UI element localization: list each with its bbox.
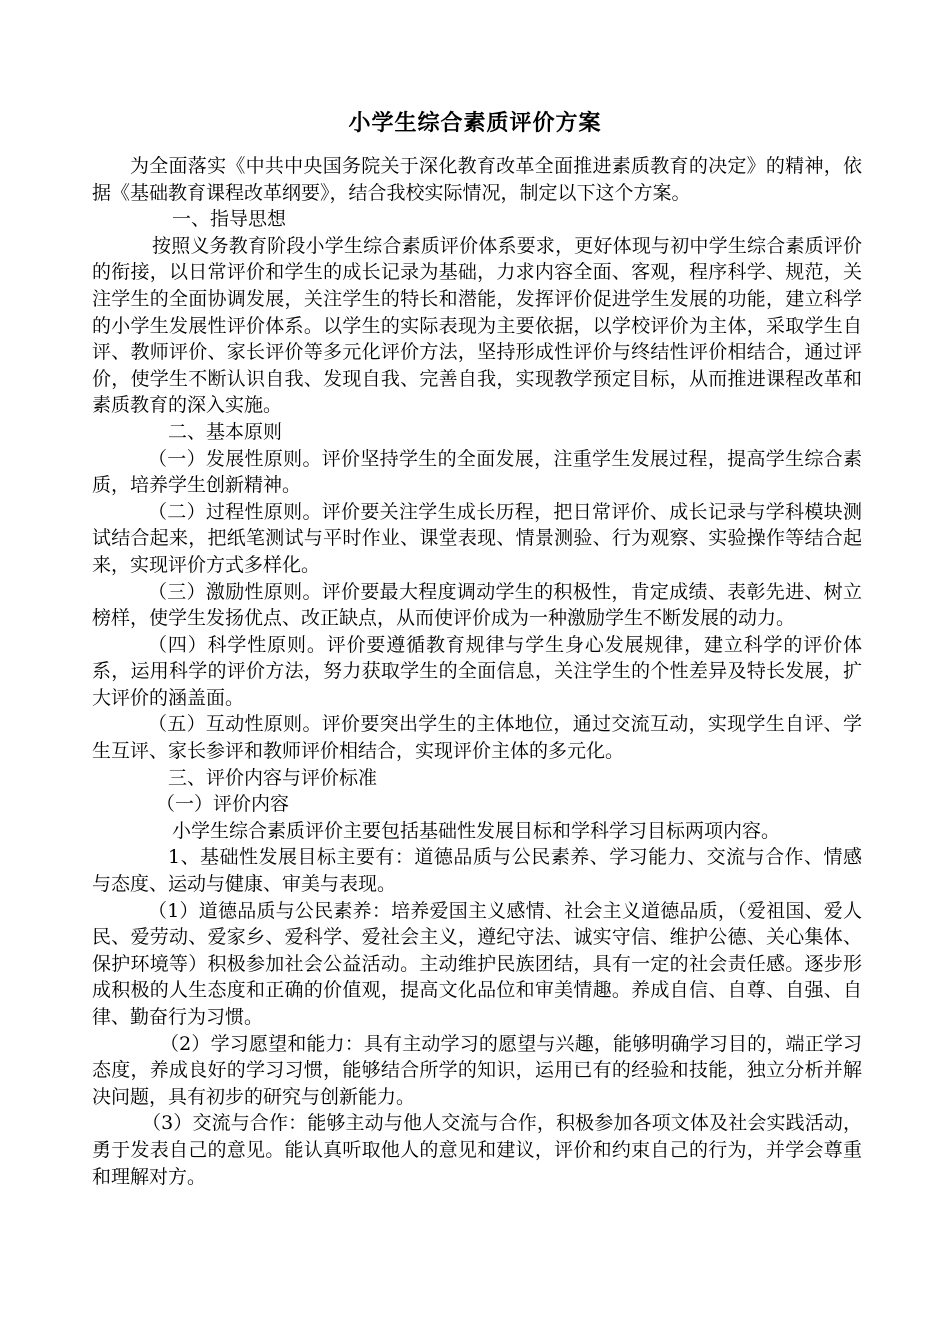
goal-item-communication: （3）交流与合作：能够主动与他人交流与合作，积极参加各项文体及社会实践活动，勇于发表自己的意见。能认真听取他人的意见和建议，评价和约束自己的行为，并学会尊重和理解对方。 [92,1112,862,1188]
principle-item: （五）互动性原则。评价要突出学生的主体地位，通过交流互动，实现学生自评、学生互评、家长参评和教师评价相结合，实现评价主体的多元化。 [92,713,862,763]
section-heading-evaluation: 三、评价内容与评价标准 [168,766,378,789]
goal-item-morality: （1）道德品质与公民素养：培养爱国主义感情、社会主义道德品质，（爱祖国、爱人民、爱劳动、爱家乡、爱科学、爱社会主义，遵纪守法、诚实守信、维护公德、关心集体、保护环境等）积极参加社会公益活动。主动维护民族团结，具有一定的社会责任感。逐步形成积极的人生态度和正确的价值观，提高文化品位和审美情趣。养成自信、自尊、自强、自律、勤奋行为习惯。 [92,899,862,1028]
document-body [92,153,862,1190]
intro-paragraph: 为全面落实《中共中央国务院关于深化教育改革全面推进素质教育的决定》的精神，依据《基础教育课程改革纲要》，结合我校实际情况，制定以下这个方案。 [92,155,862,204]
principle-item: （二）过程性原则。评价要关注学生成长历程，把日常评价、成长记录与学科模块测试结合起来，把纸笔测试与平时作业、课堂表现、情景测验、行为观察、实验操作等结合起来，实现评价方式多样化。 [92,500,862,576]
document-title: 小学生综合素质评价方案 [348,110,602,136]
principle-item: （一）发展性原则。评价坚持学生的全面发展，注重学生发展过程，提高学生综合素质，培养学生创新精神。 [92,447,862,497]
principle-item: （四）科学性原则。评价要遵循教育规律与学生身心发展规律，建立科学的评价体系，运用科学的评价方法，努力获取学生的全面信息，关注学生的个性差异及特长发展，扩大评价的涵盖面。 [92,633,862,709]
paragraph-content-summary: 小学生综合素质评价主要包括基础性发展目标和学科学习目标两项内容。 [172,819,781,842]
section-heading-guiding-ideology: 一、指导思想 [172,208,287,231]
section-heading-basic-principles: 二、基本原则 [168,420,283,443]
paragraph-guiding-ideology: 按照义务教育阶段小学生综合素质评价体系要求，更好体现与初中学生综合素质评价的衔接，以日常评价和学生的成长记录为基础，力求内容全面、客观，程序科学、规范，关注学生的全面协调发展，关注学生的特长和潜能，发挥评价促进学生发展的功能，建立科学的小学生发展性评价体系。以学生的实际表现为主要依据，以学校评价为主体，采取学生自评、教师评价、家长评价等多元化评价方法，坚持形成性评价与终结性评价相结合，通过评价，使学生不断认识自我、发现自我、完善自我，实现教学预定目标，从而推进课程改革和素质教育的深入实施。 [92,234,862,417]
subsection-heading-content: （一）评价内容 [156,793,290,816]
principle-item: （三）激励性原则。评价要最大程度调动学生的积极性，肯定成绩、表彰先进、树立榜样，使学生发扬优点、改正缺点，从而使评价成为一种激励学生不断发展的动力。 [92,580,862,630]
paragraph-basic-goals: 1、基础性发展目标主要有：道德品质与公民素养、学习能力、交流与合作、情感与态度、运动与健康、审美与表现。 [92,846,862,896]
goal-item-learning: （2）学习愿望和能力：具有主动学习的愿望与兴趣，能够明确学习目的，端正学习态度，养成良好的学习习惯，能够结合所学的知识，运用已有的经验和技能，独立分析并解决问题，具有初步的研究与创新能力。 [92,1032,862,1108]
